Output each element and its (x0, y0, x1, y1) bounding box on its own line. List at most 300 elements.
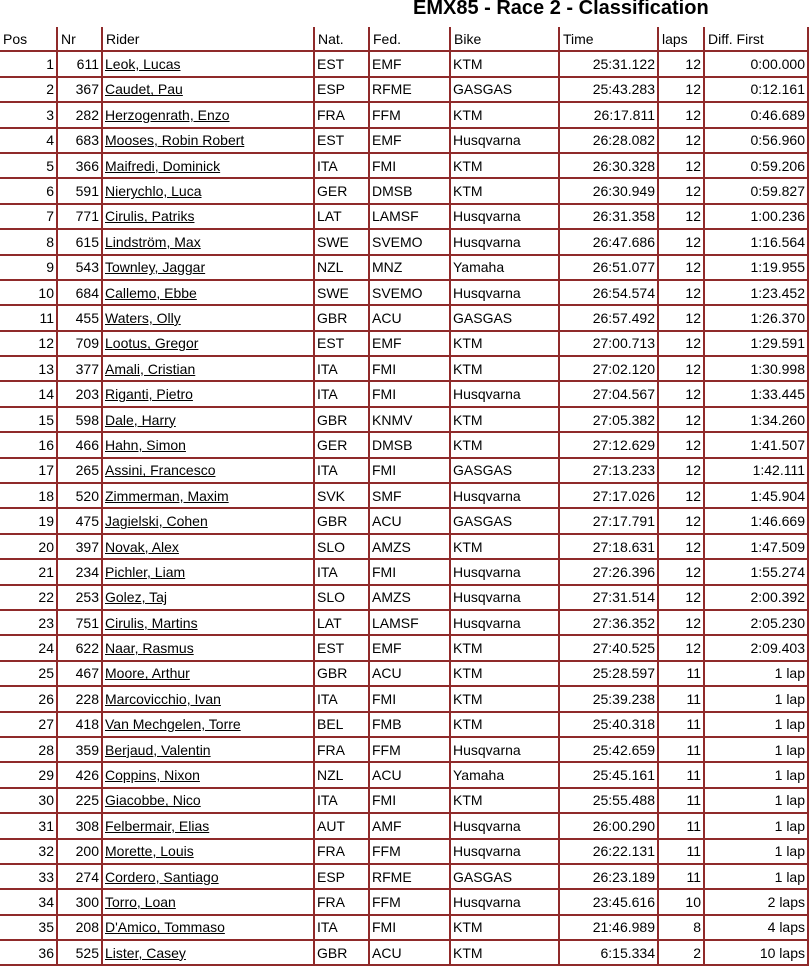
table-row (0, 128, 808, 153)
rider-cell (102, 940, 314, 965)
nat-cell: ITA (314, 356, 369, 381)
rider-cell (102, 432, 314, 457)
table-row (0, 788, 808, 813)
nat-cell: GBR (314, 661, 369, 686)
rider-link[interactable]: Lister, Casey (105, 944, 186, 961)
rider-link[interactable]: Leok, Lucas (105, 56, 181, 73)
fed-cell: EMF (369, 128, 450, 153)
rider-cell (102, 280, 314, 305)
laps-cell: 8 (658, 915, 704, 940)
table-row (0, 813, 808, 838)
rider-cell (102, 153, 314, 178)
rider-link[interactable]: D'Amico, Tommaso (105, 919, 225, 936)
time-cell: 27:17.791 (559, 508, 658, 533)
rider-link[interactable]: Townley, Jaggar (105, 259, 206, 276)
table-row (0, 280, 808, 305)
pos-cell: 30 (0, 788, 57, 813)
time-cell: 27:36.352 (559, 610, 658, 635)
table-row (0, 381, 808, 406)
laps-cell: 11 (658, 686, 704, 711)
rider-cell (102, 864, 314, 889)
time-cell: 27:40.525 (559, 635, 658, 660)
bike-cell: KTM (450, 432, 559, 457)
nat-cell: NZL (314, 762, 369, 787)
pos-cell: 12 (0, 331, 57, 356)
laps-cell: 12 (658, 204, 704, 229)
nat-cell: ITA (314, 915, 369, 940)
table-row (0, 483, 808, 508)
nat-cell: ESP (314, 77, 369, 102)
bike-cell: Husqvarna (450, 610, 559, 635)
rider-link[interactable]: Pichler, Liam (105, 563, 186, 580)
rider-link[interactable]: Felbermair, Elias (105, 817, 210, 834)
bike-cell: Yamaha (450, 762, 559, 787)
diff-first-cell: 2:09.403 (704, 635, 808, 660)
bike-cell: Husqvarna (450, 839, 559, 864)
fed-cell: FMI (369, 559, 450, 584)
time-cell: 27:13.233 (559, 458, 658, 483)
rider-cell (102, 381, 314, 406)
nr-cell: 359 (57, 737, 102, 762)
rider-link[interactable]: Mooses, Robin Robert (105, 132, 245, 149)
time-cell: 27:04.567 (559, 381, 658, 406)
fed-cell: DMSB (369, 432, 450, 457)
rider-cell (102, 712, 314, 737)
table-row (0, 153, 808, 178)
diff-first-cell: 1 lap (704, 737, 808, 762)
diff-first-cell: 1:42.111 (704, 458, 808, 483)
nat-cell: ITA (314, 153, 369, 178)
pos-cell: 1 (0, 51, 57, 76)
fed-cell: AMZS (369, 534, 450, 559)
diff-first-cell: 1 lap (704, 762, 808, 787)
time-cell: 26:17.811 (559, 102, 658, 127)
rider-cell (102, 559, 314, 584)
rider-cell (102, 458, 314, 483)
time-cell: 26:00.290 (559, 813, 658, 838)
bike-cell: KTM (450, 686, 559, 711)
laps-cell: 12 (658, 331, 704, 356)
table-row (0, 889, 808, 914)
column-header-time: Time (559, 27, 658, 51)
diff-first-cell: 1 lap (704, 813, 808, 838)
bike-cell: Husqvarna (450, 280, 559, 305)
rider-link[interactable]: Novak, Alex (105, 538, 179, 555)
laps-cell: 12 (658, 178, 704, 203)
nr-cell: 543 (57, 255, 102, 280)
diff-first-cell: 4 laps (704, 915, 808, 940)
rider-cell (102, 102, 314, 127)
nat-cell: NZL (314, 255, 369, 280)
rider-link[interactable]: Riganti, Pietro (105, 386, 193, 403)
diff-first-cell: 1:34.260 (704, 407, 808, 432)
nr-cell: 466 (57, 432, 102, 457)
fed-cell: EMF (369, 635, 450, 660)
time-cell: 26:28.082 (559, 128, 658, 153)
laps-cell: 11 (658, 712, 704, 737)
table-row (0, 839, 808, 864)
fed-cell: AMF (369, 813, 450, 838)
table-row (0, 762, 808, 787)
time-cell: 26:30.949 (559, 178, 658, 203)
table-row (0, 737, 808, 762)
fed-cell: FFM (369, 102, 450, 127)
nr-cell: 709 (57, 331, 102, 356)
rider-link[interactable]: Dale, Harry (105, 411, 176, 428)
diff-first-cell: 0:12.161 (704, 77, 808, 102)
pos-cell: 16 (0, 432, 57, 457)
time-cell: 27:26.396 (559, 559, 658, 584)
rider-link[interactable]: Waters, Olly (105, 309, 181, 326)
nr-cell: 228 (57, 686, 102, 711)
bike-cell: Husqvarna (450, 585, 559, 610)
table-row (0, 940, 808, 965)
rider-cell (102, 915, 314, 940)
rider-link[interactable]: Cordero, Santiago (105, 868, 219, 885)
nat-cell: ITA (314, 559, 369, 584)
bike-cell: Husqvarna (450, 128, 559, 153)
laps-cell: 12 (658, 51, 704, 76)
nr-cell: 455 (57, 305, 102, 330)
fed-cell: FMI (369, 915, 450, 940)
rider-cell (102, 762, 314, 787)
pos-cell: 18 (0, 483, 57, 508)
rider-link[interactable]: Lindström, Max (105, 233, 201, 250)
table-row (0, 712, 808, 737)
fed-cell: FFM (369, 839, 450, 864)
pos-cell: 20 (0, 534, 57, 559)
rider-link[interactable]: Cirulis, Martins (105, 614, 198, 631)
laps-cell: 12 (658, 280, 704, 305)
rider-cell (102, 534, 314, 559)
rider-cell (102, 737, 314, 762)
pos-cell: 27 (0, 712, 57, 737)
pos-cell: 26 (0, 686, 57, 711)
rider-link[interactable]: Golez, Taj (105, 589, 167, 606)
diff-first-cell: 1:16.564 (704, 229, 808, 254)
nr-cell: 684 (57, 280, 102, 305)
diff-first-cell: 1 lap (704, 788, 808, 813)
laps-cell: 2 (658, 940, 704, 965)
table-row (0, 534, 808, 559)
rider-link[interactable]: Lootus, Gregor (105, 335, 199, 352)
bike-cell: KTM (450, 102, 559, 127)
time-cell: 27:18.631 (559, 534, 658, 559)
time-cell: 21:46.989 (559, 915, 658, 940)
fed-cell: FMB (369, 712, 450, 737)
laps-cell: 12 (658, 407, 704, 432)
bike-cell: KTM (450, 940, 559, 965)
laps-cell: 12 (658, 635, 704, 660)
rider-cell (102, 178, 314, 203)
pos-cell: 9 (0, 255, 57, 280)
diff-first-cell: 1:30.998 (704, 356, 808, 381)
nr-cell: 366 (57, 153, 102, 178)
nr-cell: 377 (57, 356, 102, 381)
table-header-row (0, 27, 808, 51)
pos-cell: 25 (0, 661, 57, 686)
pos-cell: 10 (0, 280, 57, 305)
rider-link[interactable]: Jagielski, Cohen (105, 513, 208, 530)
rider-cell (102, 508, 314, 533)
pos-cell: 15 (0, 407, 57, 432)
nat-cell: EST (314, 635, 369, 660)
table-row (0, 407, 808, 432)
rider-link[interactable]: Naar, Rasmus (105, 640, 194, 657)
rider-link[interactable]: Hahn, Simon (105, 436, 186, 453)
fed-cell: RFME (369, 864, 450, 889)
rider-link[interactable]: Moore, Arthur (105, 665, 190, 682)
pos-cell: 6 (0, 178, 57, 203)
rider-link[interactable]: Amali, Cristian (105, 360, 196, 377)
rider-link[interactable]: Assini, Francesco (105, 462, 216, 479)
table-row (0, 432, 808, 457)
table-row (0, 864, 808, 889)
table-row (0, 635, 808, 660)
nat-cell: BEL (314, 712, 369, 737)
rider-cell (102, 255, 314, 280)
nat-cell: LAT (314, 610, 369, 635)
nr-cell: 367 (57, 77, 102, 102)
table-row (0, 204, 808, 229)
diff-first-cell: 1:55.274 (704, 559, 808, 584)
column-header-pos: Pos (0, 27, 57, 51)
rider-cell (102, 788, 314, 813)
rider-link[interactable]: Zimmerman, Maxim (105, 487, 229, 504)
rider-cell (102, 128, 314, 153)
diff-first-cell: 1 lap (704, 712, 808, 737)
table-row (0, 229, 808, 254)
table-row (0, 585, 808, 610)
nat-cell: GER (314, 432, 369, 457)
time-cell: 25:42.659 (559, 737, 658, 762)
pos-cell: 33 (0, 864, 57, 889)
rider-cell (102, 331, 314, 356)
laps-cell: 12 (658, 432, 704, 457)
rider-link[interactable]: Van Mechgelen, Torre (105, 716, 241, 733)
diff-first-cell: 0:00.000 (704, 51, 808, 76)
time-cell: 27:31.514 (559, 585, 658, 610)
bike-cell: KTM (450, 356, 559, 381)
fed-cell: FMI (369, 381, 450, 406)
bike-cell: Husqvarna (450, 813, 559, 838)
bike-cell: KTM (450, 915, 559, 940)
pos-cell: 35 (0, 915, 57, 940)
fed-cell: FMI (369, 356, 450, 381)
time-cell: 25:45.161 (559, 762, 658, 787)
rider-cell (102, 610, 314, 635)
rider-link[interactable]: Berjaud, Valentin (105, 741, 211, 758)
rider-link[interactable]: Maifredi, Dominick (105, 157, 221, 174)
time-cell: 25:40.318 (559, 712, 658, 737)
diff-first-cell: 2:00.392 (704, 585, 808, 610)
nat-cell: SLO (314, 534, 369, 559)
nat-cell: GBR (314, 407, 369, 432)
rider-cell (102, 661, 314, 686)
table-row (0, 331, 808, 356)
nat-cell: GBR (314, 508, 369, 533)
laps-cell: 12 (658, 77, 704, 102)
column-header-nat: Nat. (314, 27, 369, 51)
bike-cell: Husqvarna (450, 737, 559, 762)
column-header-diff-first: Diff. First (704, 27, 808, 51)
bike-cell: KTM (450, 635, 559, 660)
table-row (0, 559, 808, 584)
nat-cell: SWE (314, 229, 369, 254)
pos-cell: 2 (0, 77, 57, 102)
rider-link[interactable]: Callemo, Ebbe (105, 284, 197, 301)
column-header-rider: Rider (102, 27, 314, 51)
fed-cell: KNMV (369, 407, 450, 432)
nr-cell: 771 (57, 204, 102, 229)
time-cell: 23:45.616 (559, 889, 658, 914)
diff-first-cell: 10 laps (704, 940, 808, 965)
nr-cell: 225 (57, 788, 102, 813)
rider-cell (102, 204, 314, 229)
fed-cell: LAMSF (369, 610, 450, 635)
rider-link[interactable]: Morette, Louis (105, 843, 194, 860)
nat-cell: SLO (314, 585, 369, 610)
fed-cell: ACU (369, 661, 450, 686)
laps-cell: 12 (658, 559, 704, 584)
rider-cell (102, 229, 314, 254)
pos-cell: 4 (0, 128, 57, 153)
diff-first-cell: 0:59.206 (704, 153, 808, 178)
laps-cell: 12 (658, 585, 704, 610)
diff-first-cell: 1:47.509 (704, 534, 808, 559)
nat-cell: EST (314, 331, 369, 356)
column-header-laps: laps (658, 27, 704, 51)
bike-cell: KTM (450, 51, 559, 76)
rider-link[interactable]: Torro, Loan (105, 893, 176, 910)
nat-cell: FRA (314, 839, 369, 864)
rider-link[interactable]: Giacobbe, Nico (105, 792, 201, 809)
time-cell: 27:05.382 (559, 407, 658, 432)
table-row (0, 178, 808, 203)
laps-cell: 12 (658, 458, 704, 483)
nr-cell: 611 (57, 51, 102, 76)
nr-cell: 591 (57, 178, 102, 203)
table-row (0, 51, 808, 76)
nat-cell: GBR (314, 305, 369, 330)
table-row (0, 356, 808, 381)
pos-cell: 34 (0, 889, 57, 914)
nat-cell: ITA (314, 381, 369, 406)
pos-cell: 24 (0, 635, 57, 660)
bike-cell: Husqvarna (450, 229, 559, 254)
nr-cell: 520 (57, 483, 102, 508)
table-row (0, 102, 808, 127)
table-row (0, 255, 808, 280)
nat-cell: ITA (314, 788, 369, 813)
bike-cell: KTM (450, 178, 559, 203)
nr-cell: 426 (57, 762, 102, 787)
rider-cell (102, 889, 314, 914)
diff-first-cell: 1:00.236 (704, 204, 808, 229)
nr-cell: 525 (57, 940, 102, 965)
pos-cell: 11 (0, 305, 57, 330)
nat-cell: AUT (314, 813, 369, 838)
nat-cell: GBR (314, 940, 369, 965)
page-title: EMX85 - Race 2 - Classification (413, 0, 709, 19)
laps-cell: 12 (658, 483, 704, 508)
rider-cell (102, 407, 314, 432)
time-cell: 25:39.238 (559, 686, 658, 711)
nr-cell: 282 (57, 102, 102, 127)
rider-link[interactable]: Cirulis, Patriks (105, 208, 195, 225)
time-cell: 26:22.131 (559, 839, 658, 864)
time-cell: 26:31.358 (559, 204, 658, 229)
fed-cell: FFM (369, 889, 450, 914)
pos-cell: 22 (0, 585, 57, 610)
diff-first-cell: 1:45.904 (704, 483, 808, 508)
diff-first-cell: 1:46.669 (704, 508, 808, 533)
laps-cell: 12 (658, 255, 704, 280)
fed-cell: SVEMO (369, 229, 450, 254)
time-cell: 26:57.492 (559, 305, 658, 330)
rider-cell (102, 77, 314, 102)
bike-cell: Husqvarna (450, 381, 559, 406)
bike-cell: KTM (450, 534, 559, 559)
nr-cell: 234 (57, 559, 102, 584)
fed-cell: EMF (369, 51, 450, 76)
diff-first-cell: 1:19.955 (704, 255, 808, 280)
fed-cell: ACU (369, 762, 450, 787)
nr-cell: 615 (57, 229, 102, 254)
time-cell: 27:17.026 (559, 483, 658, 508)
laps-cell: 11 (658, 661, 704, 686)
nat-cell: ESP (314, 864, 369, 889)
time-cell: 26:54.574 (559, 280, 658, 305)
bike-cell: KTM (450, 153, 559, 178)
fed-cell: ACU (369, 305, 450, 330)
pos-cell: 36 (0, 940, 57, 965)
diff-first-cell: 1 lap (704, 839, 808, 864)
nr-cell: 622 (57, 635, 102, 660)
nat-cell: FRA (314, 737, 369, 762)
diff-first-cell: 1 lap (704, 864, 808, 889)
rider-link[interactable]: Marcovicchio, Ivan (105, 690, 221, 707)
pos-cell: 14 (0, 381, 57, 406)
rider-cell (102, 635, 314, 660)
time-cell: 26:47.686 (559, 229, 658, 254)
bike-cell: GASGAS (450, 305, 559, 330)
time-cell: 27:02.120 (559, 356, 658, 381)
pos-cell: 7 (0, 204, 57, 229)
rider-link[interactable]: Coppins, Nixon (105, 767, 200, 784)
rider-cell (102, 585, 314, 610)
fed-cell: RFME (369, 77, 450, 102)
nat-cell: FRA (314, 889, 369, 914)
rider-link[interactable]: Nierychlo, Luca (105, 183, 202, 200)
fed-cell: LAMSF (369, 204, 450, 229)
rider-cell (102, 356, 314, 381)
diff-first-cell: 0:59.827 (704, 178, 808, 203)
diff-first-cell: 0:56.960 (704, 128, 808, 153)
time-cell: 26:23.189 (559, 864, 658, 889)
rider-cell (102, 305, 314, 330)
rider-link[interactable]: Caudet, Pau (105, 81, 183, 98)
nr-cell: 253 (57, 585, 102, 610)
pos-cell: 29 (0, 762, 57, 787)
time-cell: 27:00.713 (559, 331, 658, 356)
nr-cell: 265 (57, 458, 102, 483)
nr-cell: 308 (57, 813, 102, 838)
bike-cell: GASGAS (450, 508, 559, 533)
bike-cell: Husqvarna (450, 483, 559, 508)
rider-link[interactable]: Herzogenrath, Enzo (105, 106, 230, 123)
nr-cell: 203 (57, 381, 102, 406)
